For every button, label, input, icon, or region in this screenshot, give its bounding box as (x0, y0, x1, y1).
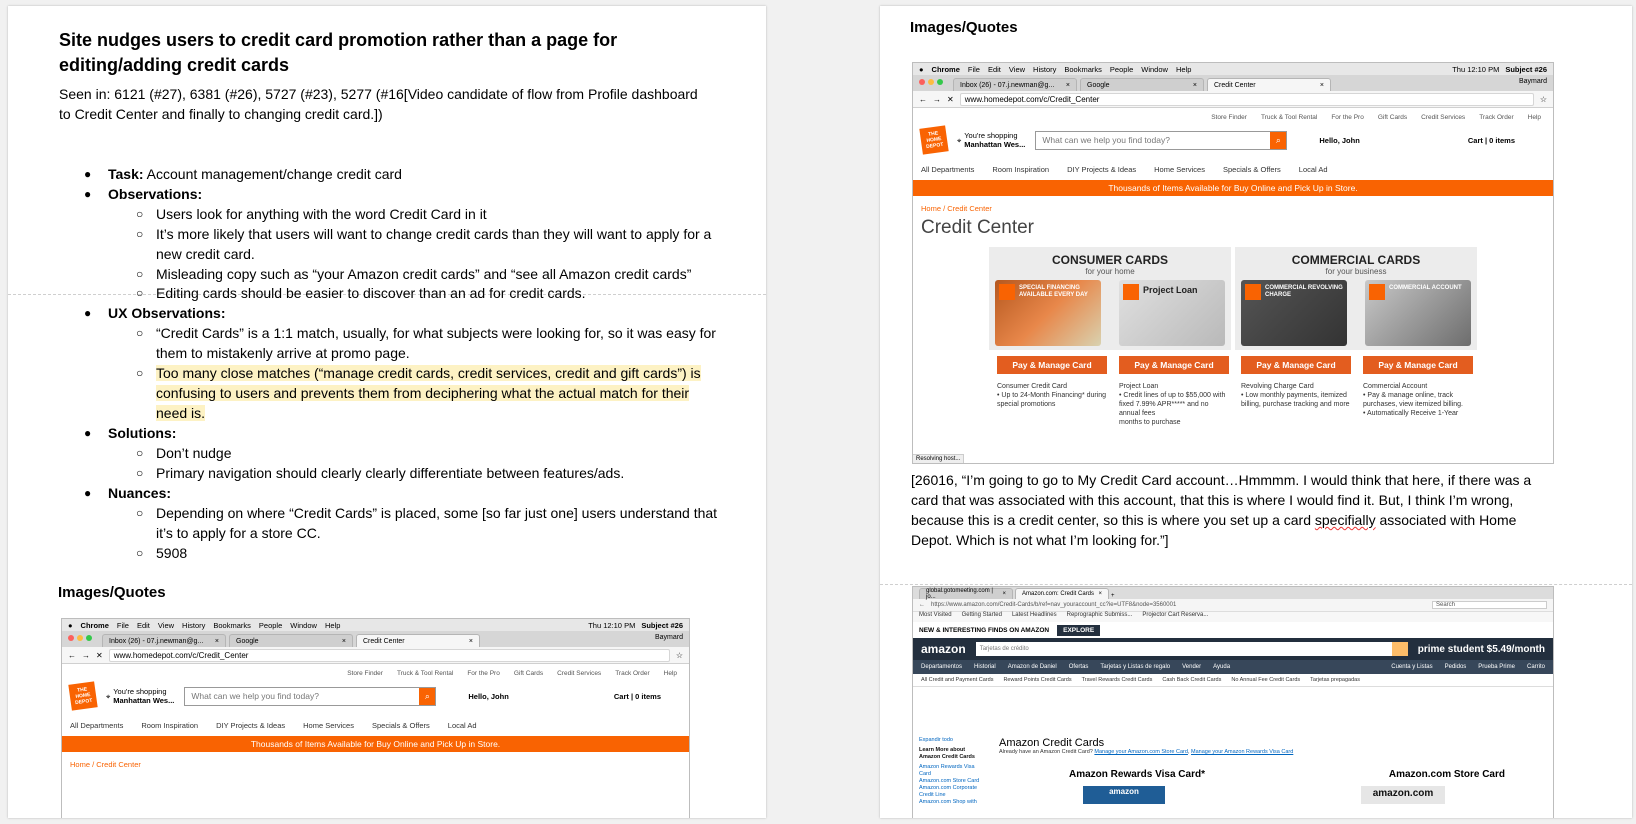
nav-item[interactable]: Home Services (303, 721, 354, 730)
card-category-links (913, 674, 1553, 687)
browser-tabbar (62, 631, 689, 647)
nav-item[interactable]: DIY Projects & Ideas (216, 721, 286, 730)
store-selector[interactable]: ⌖ You're shopping Manhattan Wes... (106, 687, 175, 705)
consumer-card-image[interactable]: SPECIAL FINANCING AVAILABLE EVERY DAY (995, 280, 1101, 346)
sidebar (919, 737, 981, 806)
apple-icon: ● (68, 620, 73, 630)
close-icon[interactable]: × (341, 637, 346, 645)
homedepot-screenshot-left (61, 618, 690, 818)
cart-link[interactable]: Cart | 0 items (1467, 135, 1515, 145)
util-link[interactable]: Credit Services (1421, 114, 1466, 121)
status-text: Resolving host... (913, 454, 964, 463)
nav-item[interactable]: Amazon de Daniel (1007, 664, 1057, 670)
category-link[interactable]: All Credit and Payment Cards (921, 677, 994, 683)
manage-links: Already have an Amazon Credit Card? Manage your Amazon.com Store Card, Manage your Amazon Rewards Visa Card (999, 749, 1294, 755)
pay-manage-card-button[interactable]: Pay & Manage Card (997, 356, 1107, 374)
browser-tab-active[interactable]: Credit Center × (356, 634, 480, 647)
card-titles (999, 769, 1545, 780)
util-link[interactable]: Credit Services (557, 670, 602, 677)
search-input[interactable]: Tarjetas de crédito (976, 642, 1408, 656)
apple-icon: ● (919, 64, 924, 74)
profile-name[interactable]: Baymard (654, 634, 683, 641)
observations-item: ● Observations: ○ Users look for anything with the word Credit Card in it ○ It’s more likely that users will want to change credit cards than they will want to apply for a new credit card. ○ Misleading copy such as “your Amazon credit cards” and “see all Amazon credit cards” ○ Editing cards should be easier to discover than an ad for credit cards. (84, 184, 724, 303)
browser-tab[interactable]: Inbox (26) - 07.j.newman@g... × (953, 78, 1077, 91)
util-link[interactable]: Track Order (1479, 114, 1514, 121)
list-item (108, 363, 724, 423)
sidebar-heading[interactable]: Learn More about Amazon Credit Cards (919, 747, 975, 760)
breadcrumb[interactable]: Home / Credit Center (921, 204, 992, 213)
manage-store-card-link[interactable]: Manage your Amazon.com Store Card (1094, 749, 1188, 755)
images-quotes-heading: Images/Quotes (58, 584, 166, 601)
location-pin-icon: ⌖ (106, 691, 111, 701)
close-icon[interactable]: × (1192, 81, 1197, 89)
category-link[interactable]: Reward Points Credit Cards (1003, 677, 1072, 683)
close-icon[interactable]: × (1002, 591, 1006, 597)
sidebar-item[interactable]: Amazon.com Store Card (919, 778, 980, 784)
category-link[interactable]: No Annual Fee Credit Cards (1231, 677, 1301, 683)
browser-tab[interactable]: Inbox (26) - 07.j.newman@g... × (102, 634, 226, 647)
sidebar-item[interactable]: Amazon.com Corporate Credit Line (919, 785, 978, 798)
sidebar-item[interactable]: Amazon Rewards Visa Card (919, 764, 975, 777)
bookmark[interactable]: Getting Started (961, 612, 1002, 618)
location-pin-icon: ⌖ (957, 135, 962, 145)
nav-item[interactable]: Specials & Offers (371, 721, 430, 730)
revolving-charge-card-image[interactable]: COMMERCIAL REVOLVING CHARGE (1241, 280, 1347, 346)
card-title[interactable]: Amazon.com Store Card (1388, 769, 1505, 780)
util-link[interactable]: Store Finder (347, 670, 383, 677)
category-link[interactable]: Tarjetas prepagadas (1310, 677, 1360, 683)
util-link[interactable]: Truck & Tool Rental (1260, 114, 1318, 121)
document-page-right (880, 6, 1632, 818)
nav-item[interactable]: Pedidos (1444, 664, 1467, 670)
nav-item[interactable]: Home Services (1154, 165, 1205, 174)
star-icon[interactable]: ☆ (675, 650, 683, 660)
bookmark[interactable]: Most Visited (919, 612, 952, 618)
amazon-header (913, 638, 1553, 660)
list-item: ○ It’s more likely that users will want to change credit cards than they will want to apply for a new credit card. (108, 224, 724, 264)
browser-tab[interactable]: Google × (1080, 78, 1204, 91)
commercial-cards-group: COMMERCIAL CARDS for your business COMMERCIAL REVOLVING CHARGE COMMERCIAL ACCOUNT (1235, 247, 1477, 350)
explore-button[interactable]: EXPLORE (1057, 625, 1100, 636)
site-header (62, 677, 689, 715)
nav-item[interactable]: Ayuda (1213, 664, 1231, 670)
homedepot-logo[interactable]: THE HOME DEPOT (68, 681, 97, 710)
utility-links (913, 108, 1553, 121)
search-icon[interactable] (1392, 642, 1408, 656)
commercial-account-card-image[interactable]: COMMERCIAL ACCOUNT (1365, 280, 1471, 346)
images-quotes-heading: Images/Quotes (910, 19, 1018, 36)
store-card-image[interactable]: amazon.com (1361, 786, 1445, 804)
browser-tab-active[interactable]: Amazon.com: Credit Cards × (1015, 588, 1109, 599)
promo-strip: NEW & INTERESTING FINDS ON AMAZON EXPLORE (913, 622, 1553, 638)
browser-tabbar (913, 75, 1553, 91)
store-selector[interactable]: ⌖ You're shopping Manhattan Wes... (957, 131, 1026, 149)
misspelled-word: specifially (1314, 512, 1376, 528)
highlighted-text: Too many close matches (“manage credit cards, credit services, credit and gift cards”) is confusing to users and prevents them from deciphering what the actual match for their need is. (156, 365, 701, 421)
list-item: ○ Misleading copy such as “your Amazon credit cards” and “see all Amazon credit cards” (108, 264, 724, 284)
profile-name[interactable]: Baymard (1518, 78, 1547, 85)
back-icon[interactable]: ← (919, 602, 925, 608)
ux-observations-item: ● UX Observations: ○ “Credit Cards” is a 1:1 match, usually, for what subjects were looking for, so it was easy for them to mistakenly arrive at promo page. ○ Too many close matches (“manage credit cards, credit services, credit and gift cards”) is confusing to users and prevents them from deciphering what the actual match for their need is. (84, 303, 724, 423)
stop-icon[interactable]: ✕ (947, 94, 954, 104)
browser-tab[interactable]: Google × (229, 634, 353, 647)
promo-banner[interactable]: Thousands of Items Available for Buy Online and Pick Up in Store. (913, 180, 1553, 196)
category-link[interactable]: Travel Rewards Credit Cards (1081, 677, 1153, 683)
participant-quote: [26016, “I’m going to go to My Credit Card account…Hmmmm. I would think that here, if there was a card that was associated with this account, that this is where I would find it. But, I think I’m wrong, because this is a credit center, so this is where you set up a card specifially associated with Home Depot. Which is not what I’m looking for.”] (911, 472, 1532, 548)
util-link[interactable]: Track Order (615, 670, 650, 677)
util-link[interactable]: Help (1527, 114, 1541, 121)
forward-icon[interactable]: → (82, 650, 90, 660)
util-link[interactable]: For the Pro (467, 670, 500, 677)
nav-item[interactable]: Local Ad (1298, 165, 1328, 174)
cart-link[interactable]: Cart | 0 items (613, 691, 661, 701)
nav-item[interactable]: Departamentos (921, 664, 963, 670)
url-input[interactable]: www.homedepot.com/c/Credit_Center (109, 649, 670, 662)
list-item: ○ Primary navigation should clearly clearly differentiate between features/ads. (108, 463, 724, 483)
nav-item[interactable]: Specials & Offers (1222, 165, 1281, 174)
browser-tab[interactable]: global.gotomeeting.com | jo... × (919, 588, 1013, 599)
amazon-logo[interactable]: amazon (921, 642, 966, 656)
nav-item[interactable]: Cuenta y Listas (1391, 664, 1433, 670)
seen-in-text: Seen in: 6121 (#27), 6381 (#26), 5727 (#23), 5277 (#16[Video candidate of flow from Profile dashboard to Credit Center and finally to changing credit card.]) (59, 86, 698, 122)
nav-item[interactable]: Historial (974, 664, 996, 670)
category-link[interactable]: Cash Back Credit Cards (1162, 677, 1222, 683)
back-icon[interactable]: ← (68, 650, 76, 660)
page-title: Credit Center (921, 217, 1034, 238)
nav-item[interactable]: Ofertas (1068, 664, 1089, 670)
util-link[interactable]: Gift Cards (1377, 114, 1408, 121)
card-description: Revolving Charge Card • Low monthly payments, itemized billing, purchase tracking and more (1241, 383, 1350, 408)
close-icon[interactable]: × (214, 637, 219, 645)
pay-manage-card-button[interactable]: Pay & Manage Card (1119, 356, 1229, 374)
nav-item[interactable]: Prueba Prime (1478, 664, 1515, 670)
list-item: ○ 5908 (108, 543, 724, 563)
homedepot-logo[interactable]: THE HOME DEPOT (919, 125, 948, 154)
close-icon[interactable]: × (1065, 81, 1070, 89)
bookmark[interactable]: Reprographic Submiss... (1066, 612, 1133, 618)
pay-manage-card-button[interactable]: Pay & Manage Card (1363, 356, 1473, 374)
card-groups (989, 247, 1553, 350)
bookmarks-bar (913, 612, 1553, 622)
os-menubar: ● Chrome File Edit View History Bookmarks People Window Help Thu 12:10 PM Subject #26 (62, 619, 689, 631)
close-icon[interactable]: × (1319, 81, 1324, 89)
finding-title: Site nudges users to credit card promotion rather than a page for editing/adding credit cards (59, 30, 618, 75)
homedepot-screenshot-right (912, 62, 1554, 464)
stop-icon[interactable]: ✕ (96, 650, 103, 660)
manage-visa-card-link[interactable]: Manage your Amazon Rewards Visa Card (1191, 749, 1294, 755)
card-title[interactable]: Amazon Rewards Visa Card* (1069, 769, 1205, 780)
address-bar (913, 599, 1553, 612)
prime-student-ad[interactable]: prime student $5.49/month (1417, 643, 1545, 655)
back-icon[interactable]: ← (919, 94, 927, 104)
amazon-screenshot (912, 586, 1554, 818)
task-item: ● Task: Account management/change credit card (84, 164, 724, 184)
site-header (913, 121, 1553, 159)
list-item: ○ Don’t nudge (108, 443, 724, 463)
util-link[interactable]: Store Finder (1211, 114, 1247, 121)
primary-nav (913, 159, 1553, 180)
os-menubar: ● Chrome File Edit View History Bookmarks People Window Help Thu 12:10 PM Subject #26 (913, 63, 1553, 75)
findings-list (84, 164, 724, 563)
consumer-cards-group: CONSUMER CARDS for your home SPECIAL FINANCING AVAILABLE EVERY DAY Project Loan (989, 247, 1231, 350)
visa-card-image[interactable]: amazon (1083, 786, 1165, 804)
account-greeting[interactable]: Hello, John (1319, 135, 1360, 145)
nav-item[interactable]: All Departments (921, 165, 975, 174)
nav-item[interactable]: Room Inspiration (141, 721, 199, 730)
search-input[interactable]: What can we help you find today? ⌕ (184, 687, 436, 706)
list-item: ○ Users look for anything with the word Credit Card in it (108, 204, 724, 224)
search-icon[interactable]: ⌕ (419, 688, 435, 705)
bookmark[interactable]: Projector Cart Reserva... (1142, 612, 1209, 618)
card-description: Commercial Account • Pay & manage online, track purchases, view itemized billing. • Automatically Receive 1-Year (1363, 383, 1463, 417)
card-description: Project Loan • Credit lines of up to $55,000 with fixed 7.99% APR***** and no annual fees months to purchase (1119, 383, 1226, 426)
util-link[interactable]: Gift Cards (513, 670, 544, 677)
nav-item[interactable]: Local Ad (447, 721, 477, 730)
primary-nav (62, 715, 689, 736)
document-page-left (8, 6, 766, 818)
solutions-item: ● Solutions: ○ Don’t nudge ○ Primary navigation should clearly clearly differentiate between features/ads. (84, 423, 724, 483)
list-item: ○ “Credit Cards” is a 1:1 match, usually, for what subjects were looking for, so it was easy for them to mistakenly arrive at promo page. (108, 323, 724, 363)
nav-item[interactable]: Vender (1182, 664, 1202, 670)
new-tab-icon[interactable]: + (1111, 593, 1115, 599)
url-input[interactable]: https://www.amazon.com/Credit-Cards/b/ref=nav_youraccount_cc?ie=UTF8&node=3560001 (931, 602, 1177, 608)
nuances-item: ● Nuances: ○ Depending on where “Credit Cards” is placed, some [so far just one] users understand that it’s to apply for a store CC. ○ 5908 (84, 483, 724, 563)
nav-item[interactable]: Room Inspiration (992, 165, 1050, 174)
util-link[interactable]: Help (663, 670, 677, 677)
breadcrumb[interactable]: Home / Credit Center (70, 760, 141, 769)
address-bar (913, 91, 1553, 108)
card-descriptions (997, 382, 1553, 427)
search-input[interactable]: What can we help you find today? ⌕ (1035, 131, 1287, 150)
project-loan-card-image[interactable]: Project Loan (1119, 280, 1225, 346)
browser-tabbar (913, 587, 1553, 599)
utility-links (62, 664, 689, 677)
account-greeting[interactable]: Hello, John (468, 691, 509, 701)
star-icon[interactable]: ☆ (1539, 94, 1547, 104)
card-description: Consumer Credit Card • Up to 24-Month Financing* during special promotions (997, 383, 1107, 408)
search-icon[interactable]: ⌕ (1270, 132, 1286, 149)
close-icon[interactable]: × (468, 637, 473, 645)
list-item: ○ Editing cards should be easier to discover than an ad for credit cards. (108, 283, 724, 303)
page-title: Amazon Credit Cards (999, 737, 1105, 749)
promo-banner[interactable]: Thousands of Items Available for Buy Online and Pick Up in Store. (62, 736, 689, 752)
browser-search-input[interactable]: Search (1432, 601, 1547, 609)
amazon-nav (913, 660, 1553, 674)
close-icon[interactable]: × (1098, 591, 1102, 597)
amazon-main (999, 733, 1545, 806)
util-link[interactable]: For the Pro (1331, 114, 1364, 121)
address-bar (62, 647, 689, 664)
nav-item[interactable]: Tarjetas y Listas de regalo (1100, 664, 1171, 670)
bookmark[interactable]: Latest Headlines (1011, 612, 1057, 618)
sidebar-item[interactable]: Amazon.com Shop with (919, 799, 977, 805)
window-controls[interactable] (919, 79, 943, 85)
window-controls[interactable] (68, 635, 92, 641)
page-break (880, 584, 1632, 585)
list-item: ○ Depending on where “Credit Cards” is placed, some [so far just one] users understand that it’s to apply for a store CC. (108, 503, 724, 543)
pay-manage-card-button[interactable]: Pay & Manage Card (1241, 356, 1351, 374)
nav-item[interactable]: DIY Projects & Ideas (1067, 165, 1137, 174)
browser-tab-active[interactable]: Credit Center × (1207, 78, 1331, 91)
cart-link[interactable]: Carrito (1526, 664, 1545, 670)
url-input[interactable]: www.homedepot.com/c/Credit_Center (960, 93, 1534, 106)
forward-icon[interactable]: → (933, 94, 941, 104)
nav-item[interactable]: All Departments (70, 721, 124, 730)
pay-manage-buttons (997, 356, 1553, 374)
sidebar-item[interactable]: Expandir todo (919, 737, 953, 743)
util-link[interactable]: Truck & Tool Rental (396, 670, 454, 677)
